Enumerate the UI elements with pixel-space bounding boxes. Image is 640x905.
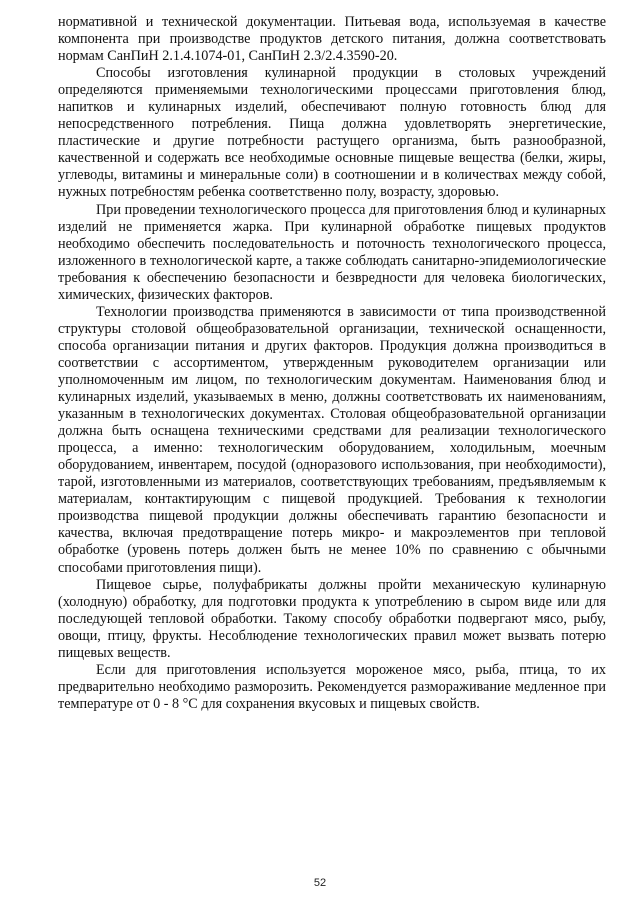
- page-number: 52: [313, 877, 327, 889]
- paragraph-raw-materials: Пищевое сырье, полуфабрикаты должны пройти механическую кулинарную (холодную) обработку, для подготовки продукта к употреблению в сыром виде или для последующей тепловой обработки. Такому способу обработки подвергают мясо, рыбу, овощи, птицу, фрукты. Несоблюдение технологических правил может вызвать потерю пищевых веществ.: [58, 576, 606, 661]
- paragraph-production-technologies: Технологии производства применяются в зависимости от типа производственной структуры столовой общеобразовательной организации, технической оснащенности, способа организации питания и других факторов. Продукция должна производиться в соответствии с ассортиментом, утвержденным руководителем организации или уполномоченным им лицом, по технологическим документам. Наименования блюд и кулинарных изделий, указываемых в меню, должны соответствовать их наименованиям, указанным в технологических документах. Столовая общеобразовательной организации должна быть оснащена техническими средствами для реализации технологического процесса, а именно: технологическим оборудованием, холодильным, моечным оборудованием, инвентарем, посудой (одноразового использования, при необходимости), тарой, изготовленными из материалов, соответствующих требованиям, предъявляемым к материалам, контактирующим с пищевой продукцией. Требования к технологии производства пищевой продукции должны обеспечивать гарантию безопасности и качества, включая предотвращение потерь микро- и макроэлементов при тепловой обработке (уровень потерь должен быть не менее 10% по сравнению с обычными способами приготовления пищи).: [58, 303, 606, 576]
- paragraph-continuation: нормативной и технической документации. Питьевая вода, используемая в качестве компонента при производстве продуктов детского питания, должна соответствовать нормам СанПиН 2.1.4.1074-01, СанПиН 2.3/2.4.3590-20.: [58, 14, 606, 65]
- paragraph-defrosting: Если для приготовления используется мороженое мясо, рыба, птица, то их предварительно необходимо разморозить. Рекомендуется размораживание медленное при температуре от 0 - 8 °С для сохранения вкусовых и пищевых свойств.: [58, 661, 606, 712]
- document-page: [58, 14, 606, 713]
- paragraph-technological-process: При проведении технологического процесса для приготовления блюд и кулинарных изделий не применяется жарка. При кулинарной обработке пищевых продуктов необходимо обеспечить последовательность и поточность технологического процесса, изложенного в технологической карте, а также соблюдать санитарно-эпидемиологические требования к обеспечению безопасности и безвредности для человека биологических, химических, физических факторов.: [58, 201, 606, 303]
- paragraph-cooking-methods: Способы изготовления кулинарной продукции в столовых учреждений определяются применяемыми технологическими процессами приготовления блюд, напитков и кулинарных изделий, обеспечивают полную готовность блюд для непосредственного потребления. Пища должна удовлетворять энергетические, пластические и другие потребности растущего организма, быть разнообразной, качественной и содержать все необходимые основные пищевые вещества (белки, жиры, углеводы, витамины и минеральные соли) в соотношении и в количествах между собой, нужных потребностям ребенка соответственно полу, возрасту, здоровью.: [58, 65, 606, 201]
